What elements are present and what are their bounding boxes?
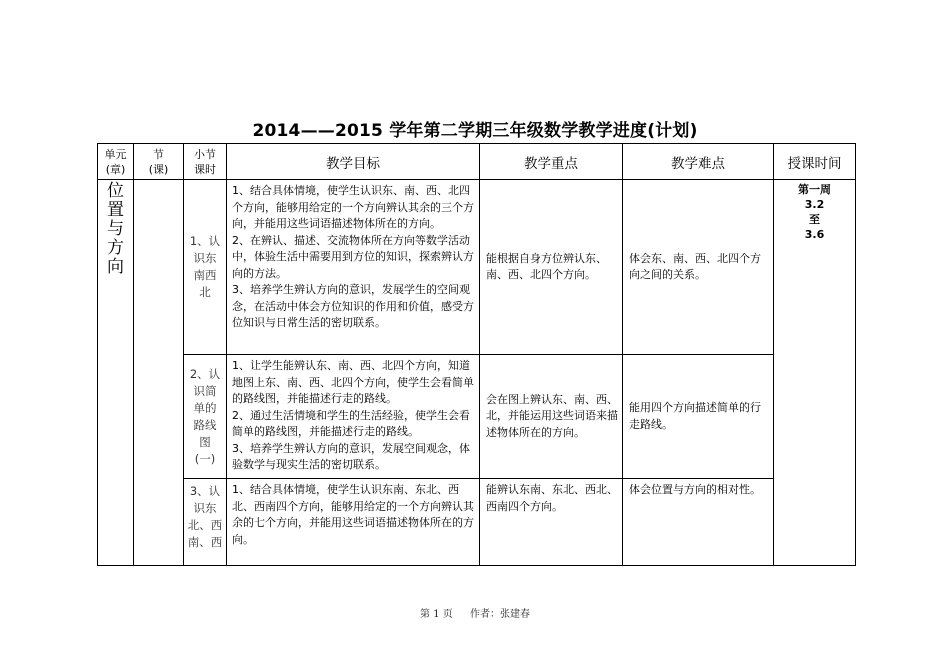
teaching-plan-table [97,143,856,566]
goal-cell: 1、让学生能辨认东、南、西、北四个方向，知道地图上东、南、西、北四个方向，使学生会看简单的路线图，并能描述行走的路线。 2、通过生活情境和学生的生活经验，使学生会看简单的路线图，并能描述行走的路线。 3、培养学生辨认方向的意识，发展空间观念，体验数学与现实生活的密切联系。 [227,355,480,479]
header-unit: 单元 (章) [98,144,134,180]
goal-cell: 1、结合具体情境，使学生认识东、南、西、北四个方向，能够用给定的一个方向辨认其余的三个方向，并能用这些词语描述物体所在的方向。 2、在辨认、描述、交流物体所在方向等数学活动中，体验生活中需要用到方位的知识，探索辨认方向的方法。 3、培养学生辨认方向的意识，发展学生的空间观念，在活动中体会方位知识的作用和价值，感受方位知识与日常生活的密切联系。 [227,180,480,355]
section-cell [134,180,184,566]
header-goal: 教学目标 [227,144,480,180]
key-cell: 能根据自身方位辨认东、南、西、北四个方向。 [480,180,623,355]
lesson-cell: 1、认 识东 南西 北 [184,180,227,355]
lesson-cell: 2、认 识简 单的 路线 图 (一) [184,355,227,479]
unit-title-cell: 位 置 与 方 向 [98,180,134,566]
time-cell: 第一周 3.2 至 3.6 [774,180,856,566]
page-number: 第 1 页 [420,609,453,620]
difficulty-cell: 体会位置与方向的相对性。 [623,479,774,566]
header-time: 授课时间 [774,144,856,180]
header-row [98,144,856,180]
key-cell: 能辨认东南、东北、西北、西南四个方向。 [480,479,623,566]
key-cell: 会在图上辨认东、南、西、北，并能运用这些词语来描述物体所在的方向。 [480,355,623,479]
page-footer [0,605,950,620]
difficulty-cell: 能用四个方向描述简单的行走路线。 [623,355,774,479]
author-label: 作者：张建春 [469,609,530,620]
lesson-cell: 3、认 识东 北、西 南、西 [184,479,227,566]
table-row [98,180,856,355]
document-title: 2014——2015 学年第二学期三年级数学教学进度(计划) [252,121,698,141]
table-row [98,479,856,566]
table-row [98,355,856,479]
header-difficulty: 教学难点 [623,144,774,180]
difficulty-cell: 体会东、南、西、北四个方向之间的关系。 [623,180,774,355]
header-section: 节 (课) [134,144,184,180]
goal-cell: 1、结合具体情境，使学生认识东南、东北、西北、西南四个方向，能够用给定的一个方向辨认其余的七个方向，并能用这些词语描述物体所在的方向。 [227,479,480,566]
header-key: 教学重点 [480,144,623,180]
header-period: 小节 课时 [184,144,227,180]
